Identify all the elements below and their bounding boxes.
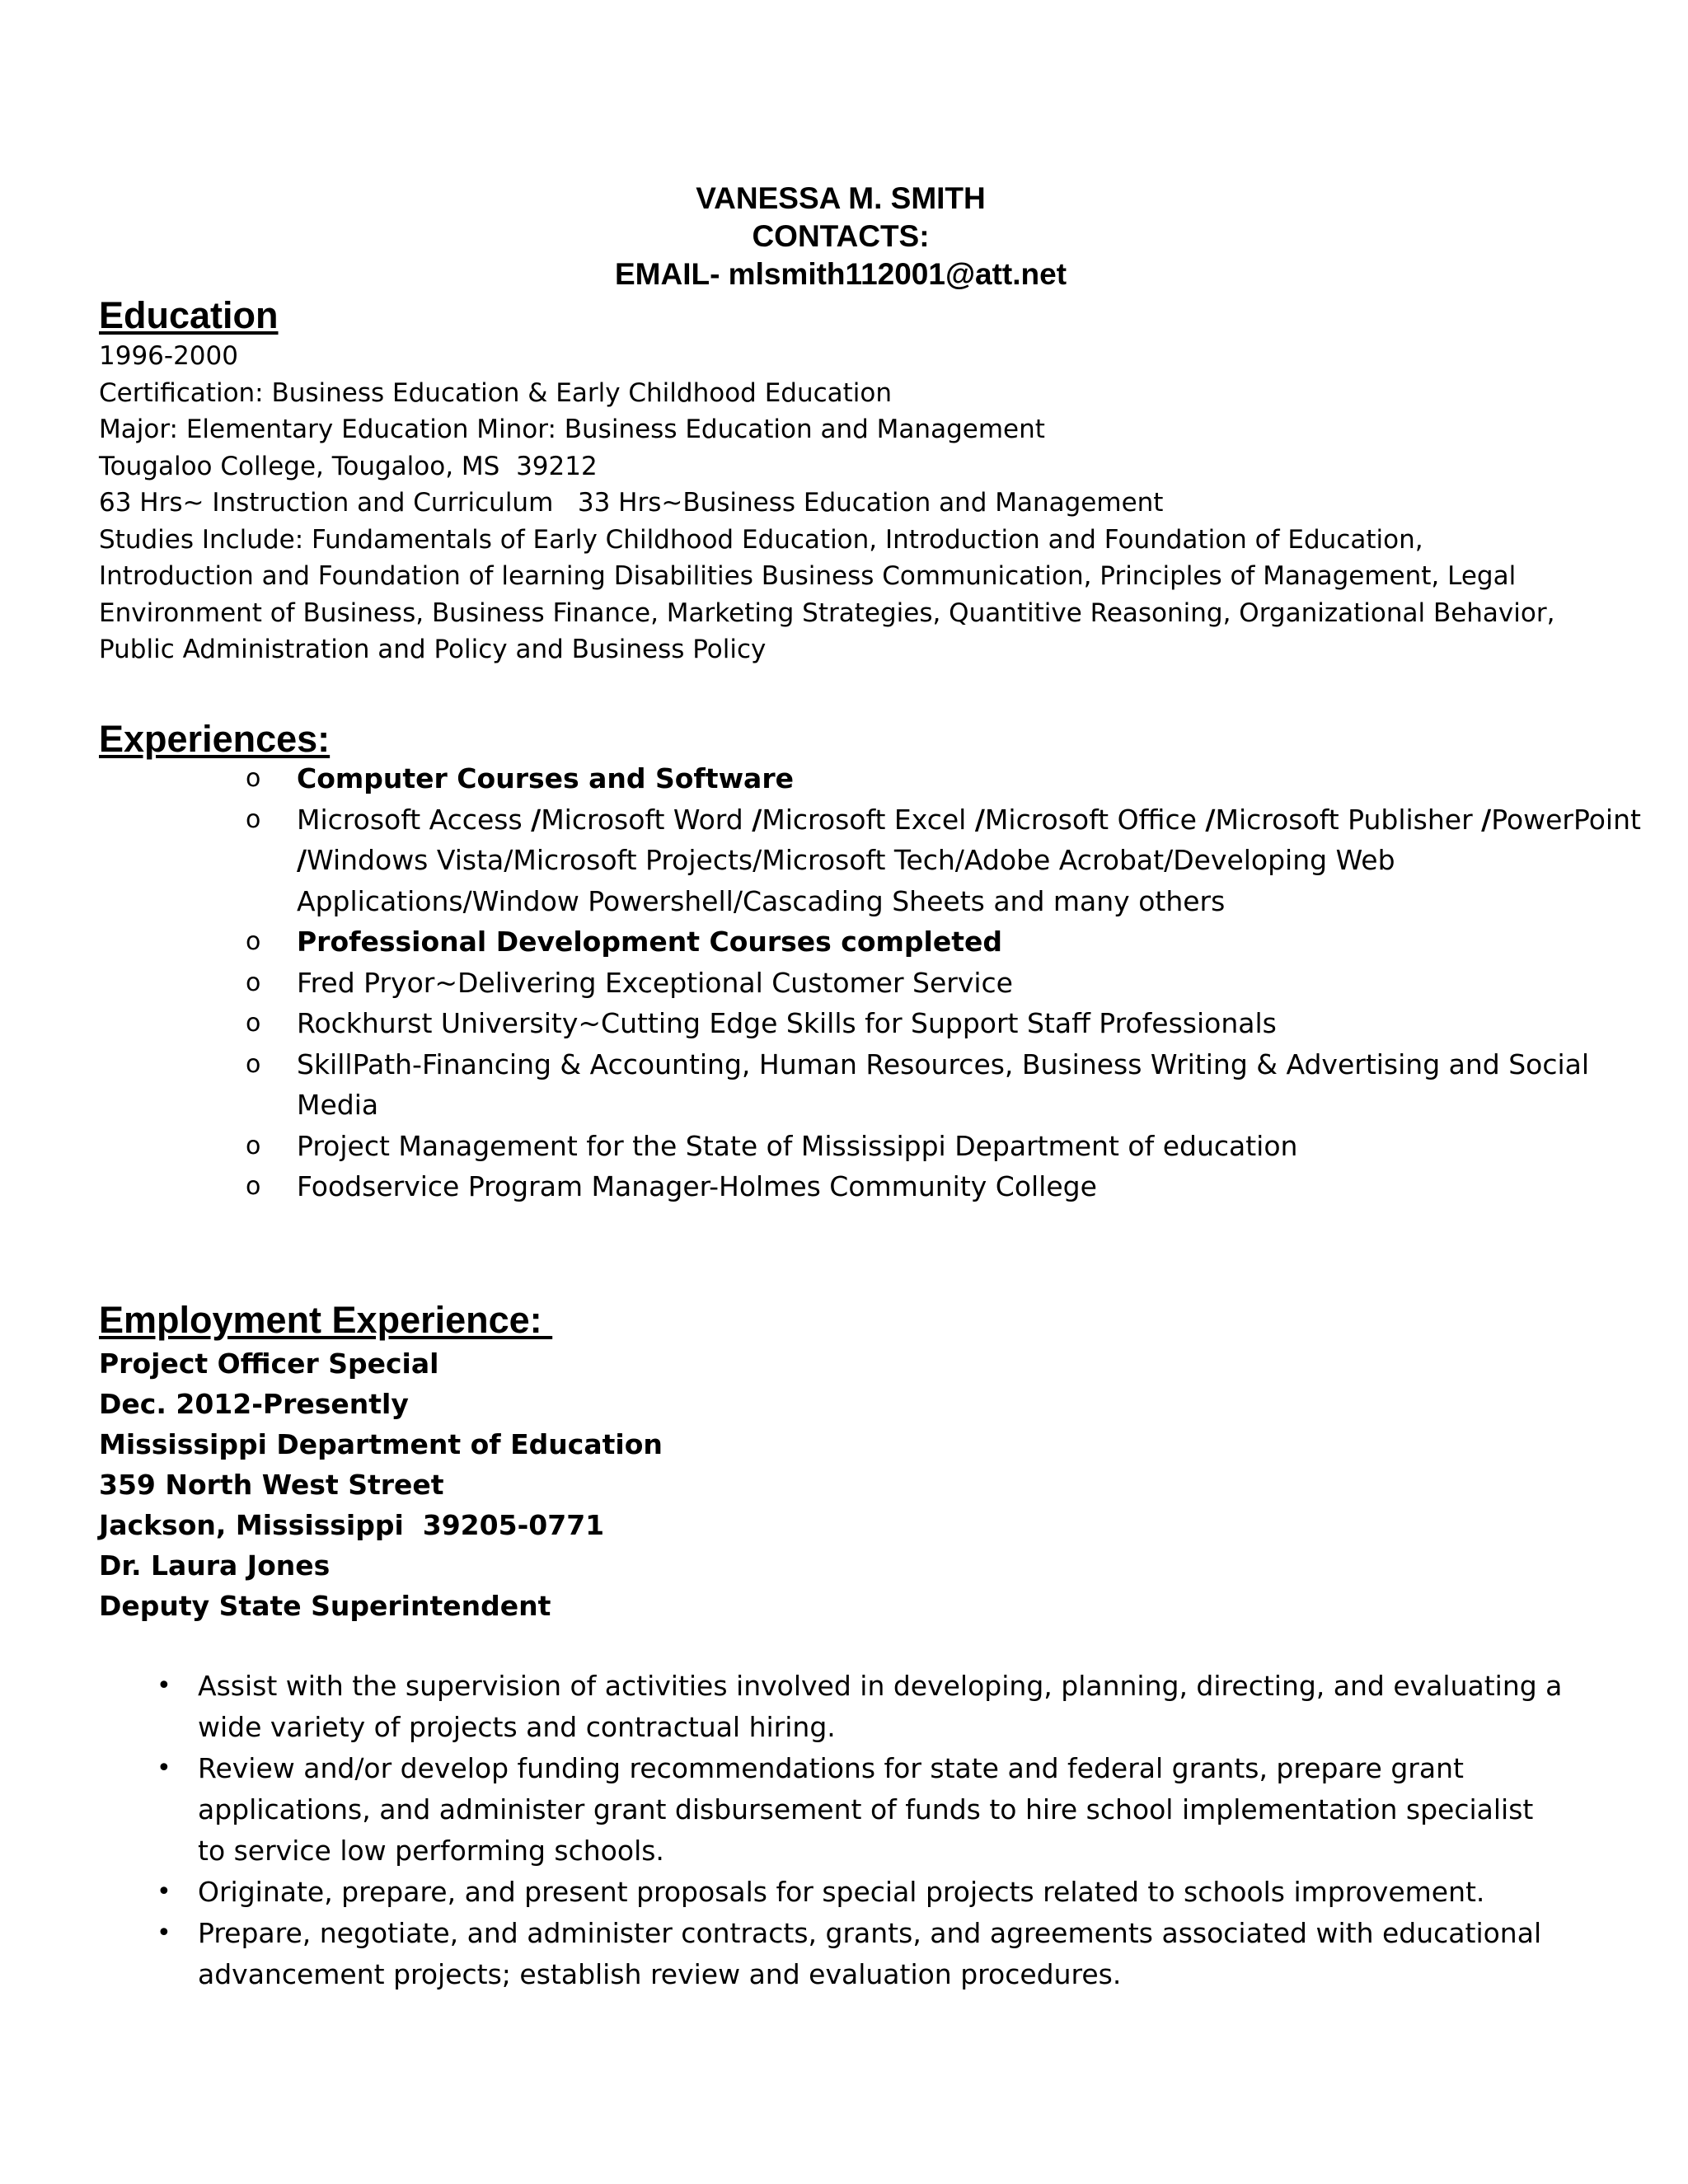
duty-text: Prepare, negotiate, and administer contracts, grants, and agreements associated with educational advancement projects; establish review and evaluation procedures. [198, 1917, 1542, 1990]
separator-slash: / [1481, 803, 1492, 836]
job-dates: Dec. 2012-Presently [99, 1388, 409, 1420]
experience-text: Rockhurst University~Cutting Edge Skills for Support Staff Professionals [297, 1007, 1277, 1039]
list-item [99, 1003, 1657, 1044]
applicant-name: VANESSA M. SMITH [696, 181, 986, 215]
experiences-list [99, 758, 1641, 1207]
bullet-icon: • [157, 1671, 171, 1700]
supervisor-title: Deputy State Superintendent [99, 1590, 551, 1622]
separator-slash: / [297, 844, 307, 876]
list-item [99, 1748, 1566, 1872]
list-item [99, 1666, 1566, 1748]
circle-bullet-icon: o [246, 1172, 261, 1201]
circle-bullet-icon: o [246, 1049, 261, 1079]
circle-bullet-icon: o [246, 1131, 261, 1160]
experience-text: Foodservice Program Manager-Holmes Community College [297, 1170, 1097, 1202]
education-studies: Studies Include: Fundamentals of Early Childhood Education, Introduction and Foundation of Education, Introduction and Foundation of learning Disabilities Business Communication, Principles of Management, Legal Environment of Business, Business Finance, Marketing Strategies, Quantitive Reasoning, Organizational Behavior, Public Administration and Policy and Business Policy [99, 524, 1555, 664]
resume-header [99, 180, 1582, 293]
experience-text: SkillPath-Financing & Accounting, Human Resources, Business Writing & Advertising and Social Media [297, 1047, 1590, 1121]
job-title: Project Officer Special [99, 1347, 439, 1380]
list-item [99, 921, 1657, 963]
employment-heading: Employment Experience: [99, 1299, 553, 1341]
list-item [99, 799, 1657, 922]
education-heading: Education [99, 294, 279, 336]
separator-slash: / [1205, 803, 1216, 836]
experience-text: Project Management for the State of Mississippi Department of education [297, 1129, 1298, 1162]
circle-bullet-icon: o [246, 927, 261, 956]
duty-text: Assist with the supervision of activities involved in developing, planning, directing, and evaluating a wide variety of projects and contractual hiring. [198, 1670, 1563, 1743]
education-section [99, 338, 1582, 668]
circle-bullet-icon: o [246, 804, 261, 834]
list-item [99, 1126, 1657, 1167]
bullet-icon: • [157, 1754, 171, 1783]
experiences-heading: Experiences: [99, 718, 331, 760]
employment-details [99, 1343, 1582, 1626]
job-duties-list [99, 1666, 1582, 1995]
circle-bullet-icon: o [246, 1009, 261, 1038]
email-line: EMAIL- mlsmith112001@att.net [614, 257, 1067, 291]
education-major: Major: Elementary Education Minor: Business Education and Management [99, 415, 1045, 444]
separator-slash: / [974, 803, 985, 836]
duty-text: Originate, prepare, and present proposals for special projects related to schools improvement. [198, 1876, 1485, 1908]
circle-bullet-icon: o [246, 968, 261, 997]
bullet-icon: • [157, 1877, 171, 1906]
experience-text: Computer Courses and Software [297, 762, 794, 794]
list-item [99, 1913, 1566, 1995]
experience-text: Microsoft Access /Microsoft Word /Microsoft Excel /Microsoft Office /Microsoft Publisher /PowerPoint /Windows Vista/Microsoft Projects/Microsoft Tech/Adobe Acrobat/Developing Web Applications/Window Powershell/Cascading Sheets and many others [297, 803, 1641, 917]
circle-bullet-icon: o [246, 764, 261, 793]
employer-city: Jackson, Mississippi 39205-0771 [99, 1509, 605, 1541]
list-item [99, 963, 1657, 1004]
separator-slash: / [752, 803, 762, 836]
supervisor-name: Dr. Laura Jones [99, 1549, 331, 1582]
education-college: Tougaloo College, Tougaloo, MS 39212 [99, 451, 598, 481]
experience-text: Fred Pryor~Delivering Exceptional Customer Service [297, 966, 1013, 999]
duty-text: Review and/or develop funding recommendations for state and federal grants, prepare grant applications, and administer grant disbursement of funds to hire school implementation specialist to service low performing schools. [198, 1752, 1534, 1867]
education-hours: 63 Hrs~ Instruction and Curriculum 33 Hrs~Business Education and Management [99, 488, 1164, 518]
separator-slash: / [531, 803, 542, 836]
education-years: 1996-2000 [99, 341, 238, 371]
experience-text: Professional Development Courses completed [297, 926, 1003, 958]
education-certification: Certification: Business Education & Early Childhood Education [99, 377, 893, 408]
employer-name: Mississippi Department of Education [99, 1428, 663, 1460]
employer-street: 359 North West Street [99, 1469, 444, 1501]
list-item [99, 1044, 1657, 1126]
contacts-label: CONTACTS: [752, 219, 930, 253]
list-item [99, 1166, 1657, 1207]
list-item [99, 758, 1657, 799]
list-item [99, 1872, 1566, 1913]
bullet-icon: • [157, 1919, 171, 1947]
